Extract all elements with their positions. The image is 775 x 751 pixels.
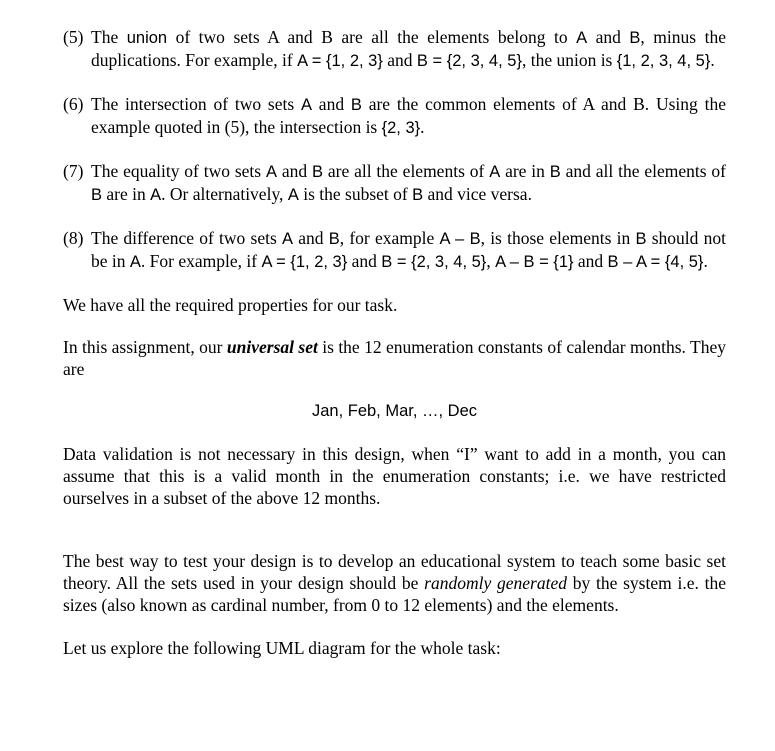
paragraph-testing xyxy=(63,550,726,616)
item-number: (7) xyxy=(63,161,84,181)
item-text xyxy=(91,27,726,70)
text-run: B = {2, 3, 4, 5} xyxy=(381,253,487,271)
text-run: , minus the duplications. For example, if xyxy=(91,27,726,70)
text-run: The difference of two sets xyxy=(91,228,282,248)
text-run: and vice versa. xyxy=(423,184,532,204)
list-item-intersection xyxy=(63,93,726,139)
list-item-equality xyxy=(63,160,726,206)
months-line: Jan, Feb, Mar, …, Dec xyxy=(311,402,478,420)
text-run: B xyxy=(629,29,641,47)
paragraph-properties: We have all the required properties for our task. xyxy=(63,295,398,315)
emphasis-randomly-generated: randomly generated xyxy=(424,573,567,593)
text-run: , xyxy=(486,251,496,271)
text-run: . xyxy=(420,117,425,137)
text-run: A xyxy=(489,163,501,181)
text-run: The intersection of two sets xyxy=(91,94,301,114)
text-run: of two sets A and B are all the elements belong to xyxy=(167,27,577,47)
item-number: (6) xyxy=(63,94,84,114)
text-run: and xyxy=(347,251,382,271)
text-run: and xyxy=(312,94,351,114)
item-text xyxy=(91,94,726,137)
text-run: B xyxy=(549,163,561,181)
text-run: should not be in xyxy=(91,228,726,271)
text-run: B = {2, 3, 4, 5} xyxy=(416,52,522,70)
text-run: In this assignment, our xyxy=(63,337,227,357)
text-run: by the system i.e. the sizes (also known as cardinal number, from 0 to 12 elements) and the elements. xyxy=(63,573,726,615)
text-run: and all the elements of xyxy=(560,161,726,181)
text-run: and xyxy=(293,228,329,248)
paragraph-universal-set xyxy=(63,336,726,380)
text-run: The xyxy=(91,27,127,47)
item-number: (8) xyxy=(63,228,84,248)
text-run: A xyxy=(129,253,141,271)
list-item-difference xyxy=(63,227,726,273)
text-run: . For example, if xyxy=(140,251,262,271)
text-run: and xyxy=(276,161,312,181)
text-run: , is those elements in xyxy=(480,228,636,248)
text-run: , the union is xyxy=(521,50,617,70)
text-run: and xyxy=(382,50,417,70)
text-run: A = {1, 2, 3} xyxy=(261,253,348,271)
text-run: A xyxy=(281,230,293,248)
text-run: {2, 3} xyxy=(381,119,421,137)
text-run: B xyxy=(311,163,323,181)
text-run: The equality of two sets xyxy=(91,161,266,181)
text-run: is the subset of xyxy=(298,184,413,204)
text-run: . xyxy=(710,50,715,70)
text-run: A xyxy=(300,96,312,114)
list-item-union xyxy=(63,26,726,72)
text-run: are in xyxy=(102,184,151,204)
text-run: and xyxy=(587,27,630,47)
text-run: {1, 2, 3, 4, 5} xyxy=(616,52,711,70)
text-run: B xyxy=(412,186,424,204)
text-run: is the 12 enumeration constants of calendar months. They are xyxy=(63,337,726,379)
paragraph-uml-intro: Let us explore the following UML diagram for the whole task: xyxy=(63,638,501,658)
text-run: B – A = {4, 5} xyxy=(607,253,704,271)
document-page xyxy=(63,26,726,659)
text-run: . Or alternatively, xyxy=(161,184,288,204)
text-run: A – B = {1} xyxy=(495,253,574,271)
text-run: A xyxy=(150,186,162,204)
text-run: A xyxy=(287,186,299,204)
item-number: (5) xyxy=(63,27,84,47)
text-run: are all the elements of xyxy=(323,161,490,181)
paragraph-validation: Data validation is not necessary in this design, when “I” want to add in a month, you can assume that this is a valid month in the enumeration constants; i.e. we have restricted ourselves in a subset of the above 12 months. xyxy=(63,444,726,508)
text-run: are in xyxy=(500,161,550,181)
text-run: A = {1, 2, 3} xyxy=(297,52,383,70)
text-run: B xyxy=(91,186,103,204)
text-run: A xyxy=(265,163,277,181)
text-run: union xyxy=(126,29,168,47)
text-run: The best way to test your design is to develop an educational system to teach some basic set theory. All the sets used in your design should be xyxy=(63,551,726,593)
emphasis-universal-set: universal set xyxy=(226,337,318,357)
item-text xyxy=(91,161,726,204)
item-text xyxy=(91,228,726,271)
text-run: A – B xyxy=(439,230,481,248)
text-run: are the common elements of A and B. Using the example quoted in (5), the intersection is xyxy=(91,94,726,137)
text-run: B xyxy=(350,96,362,114)
text-run: , for example xyxy=(339,228,440,248)
text-run: B xyxy=(328,230,340,248)
text-run: and xyxy=(573,251,608,271)
text-run: . xyxy=(703,251,708,271)
text-run: B xyxy=(635,230,647,248)
text-run: A xyxy=(576,29,588,47)
